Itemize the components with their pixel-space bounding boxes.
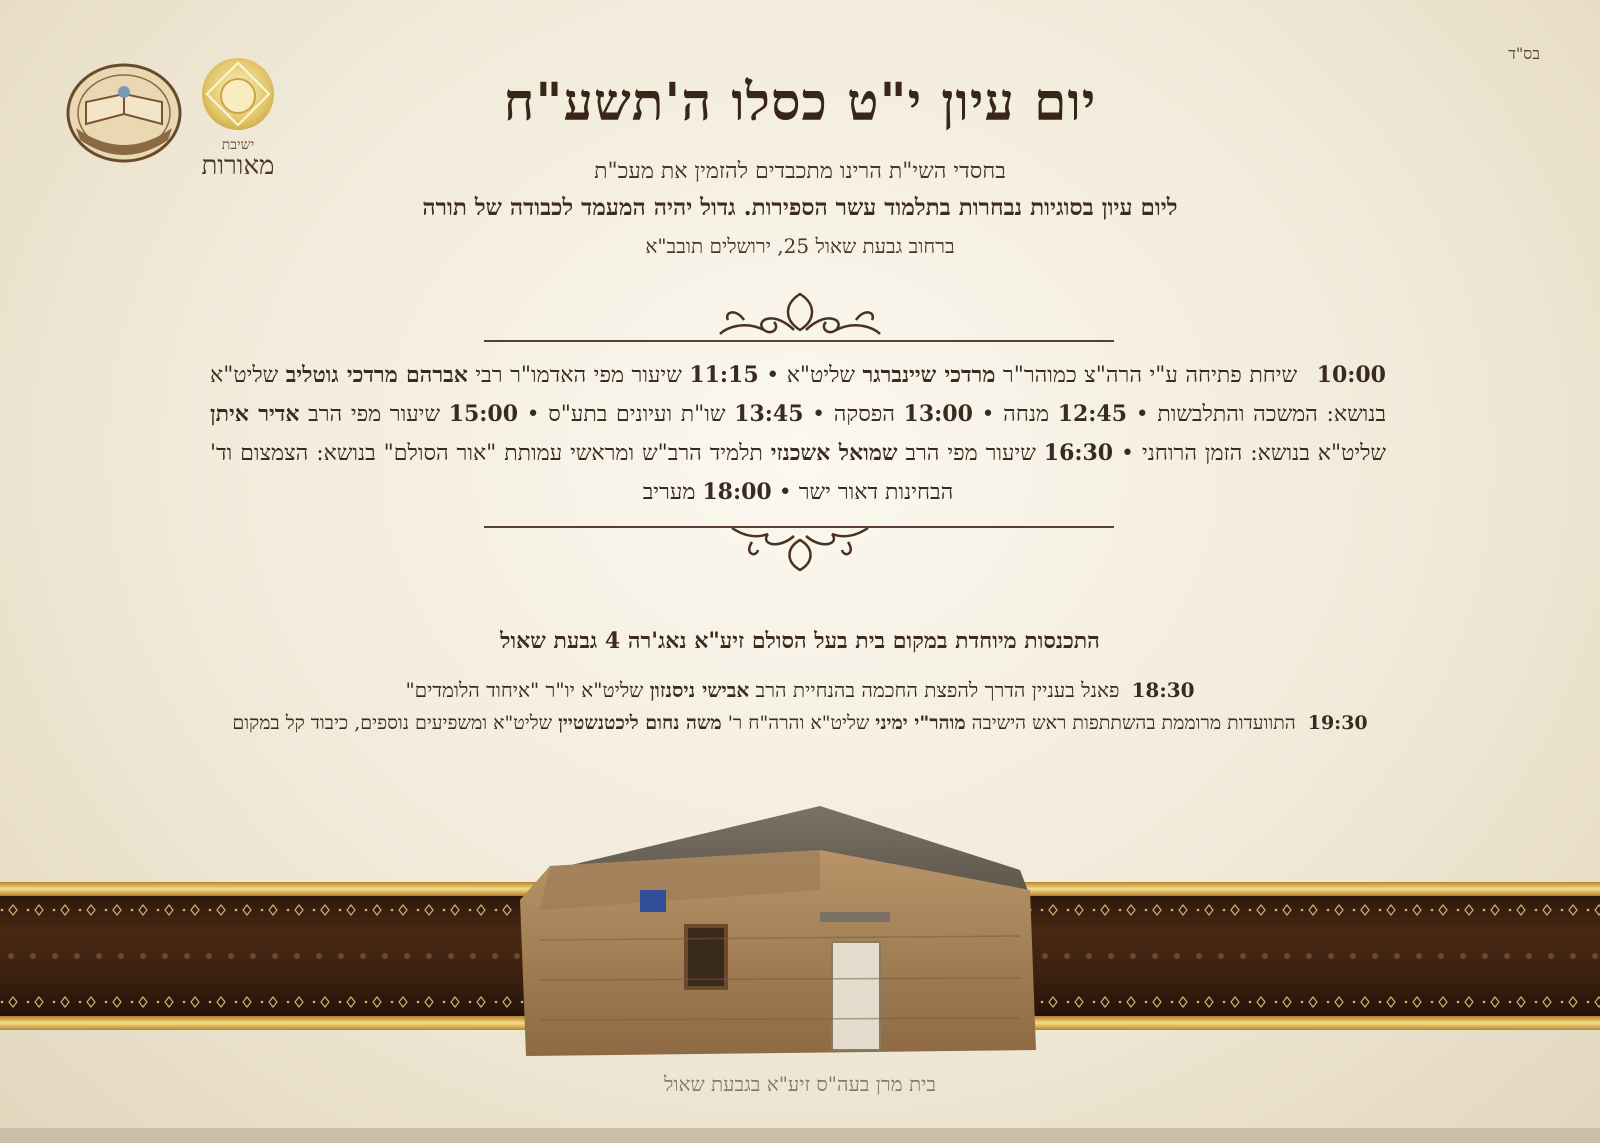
time-1000: 10:00: [1316, 362, 1386, 388]
item-8-text: מעריב: [642, 480, 696, 505]
bottom-ornament-icon: [728, 526, 872, 572]
house-illustration-icon: [520, 800, 1060, 1062]
item-3-text: מנחה: [1003, 402, 1050, 427]
special-gathering-heading: התכנסות מיוחדת במקום בית בעל הסולם זיע"א נאג'רה 4 גבעת שאול: [500, 628, 1100, 654]
bullet: •: [766, 363, 780, 388]
panel-suffix: שליט"א יו"ר "איחוד הלומדים": [405, 678, 650, 702]
bottom-strip: [0, 1128, 1600, 1143]
schedule-block: [210, 356, 1386, 512]
item-7-text: שיעור מפי הרב: [897, 441, 1036, 466]
gathering-mid: שליט"א והרה"ח ר': [721, 712, 876, 734]
gathering-suffix: שליט"א ומשפיעים נוספים, כיבוד קל במקום: [232, 712, 559, 734]
panel-text: פאנל בעניין הדרך להפצת החכמה בהנחיית הרב: [749, 678, 1120, 702]
time-1245: 12:45: [1057, 401, 1128, 427]
item-2-speaker: אברהם מרדכי גוטליב: [285, 362, 468, 388]
time-1500: 15:00: [448, 401, 519, 427]
bullet: •: [526, 402, 540, 427]
top-ornament-icon: [714, 290, 886, 340]
photo-caption: בית מרן בעה"ס זיע"א בגבעת שאול: [663, 1072, 937, 1096]
gathering-guest: משה נחום ליכטנשטיין: [558, 712, 722, 734]
item-6-suffix: שליט"א בנושא: הזמן הרוחני: [1141, 441, 1386, 466]
gathering-text: התוועדות מרוממת בהשתתפות ראש הישיבה: [965, 712, 1296, 734]
time-1115: 11:15: [689, 362, 759, 388]
item-6-text: שיעור מפי הרב: [299, 402, 441, 427]
bullet: •: [778, 480, 792, 505]
item-7-speaker: שמואל אשכנזי: [770, 440, 898, 466]
bullet: •: [1121, 441, 1135, 466]
bullet: •: [981, 402, 995, 427]
bullet: •: [1135, 402, 1149, 427]
panel-moderator: אבישי ניסנזון: [649, 678, 750, 702]
item-2-suffix: שליט"א בנושא: המשכה והתלבשות: [210, 363, 1387, 427]
gathering-head: מוהר"י ימיני: [875, 712, 966, 734]
top-divider: [484, 340, 1114, 342]
gathering-line: [120, 712, 1480, 735]
item-4-text: הפסקה: [833, 402, 895, 427]
item-5-text: שו"ת ועיונים בתע"ס: [548, 402, 726, 427]
invitation-line: בחסדי השי"ת הרינו מתכבדים להזמין את מעכ"ת: [594, 159, 1006, 184]
item-7-suffix: תלמיד הרב"ש ומראשי עמותת "אור הסולם" בנושא: הצמצום וד' הבחינות דאור ישר: [210, 441, 954, 505]
bsd-mark: בס"ד: [1508, 44, 1540, 63]
item-6-speaker: אדיר איתן: [210, 401, 300, 427]
time-1300: 13:00: [903, 401, 973, 427]
meorot-big: מאורות: [201, 151, 275, 181]
time-1800: 18:00: [702, 479, 772, 505]
item-1-speaker: מרדכי שיינברגר: [862, 362, 996, 388]
time-1830: 18:30: [1131, 678, 1195, 702]
event-description: ליום עיון בסוגיות נבחרות בתלמוד עשר הספירות. גדול יהיה המעמד לכבודה של תורה: [422, 194, 1178, 221]
time-1345: 13:45: [734, 401, 804, 427]
panel-line: [0, 678, 1600, 703]
page-title: יום עיון י"ט כסלו ה'תשע"ח: [503, 72, 1097, 133]
item-2-text: שיעור מפי האדמו"ר רבי: [467, 363, 682, 388]
time-1630: 16:30: [1043, 440, 1114, 466]
meorot-small: ישיבת: [221, 137, 255, 153]
item-1-suffix: שליט"א: [786, 363, 863, 388]
item-1-text: שיחת פתיחה ע"י הרה"צ כמוהר"ר: [995, 363, 1298, 388]
time-1930: 19:30: [1307, 712, 1368, 734]
bullet: •: [812, 402, 826, 427]
event-address: ברחוב גבעת שאול 25, ירושלים תובב"א: [645, 234, 955, 258]
